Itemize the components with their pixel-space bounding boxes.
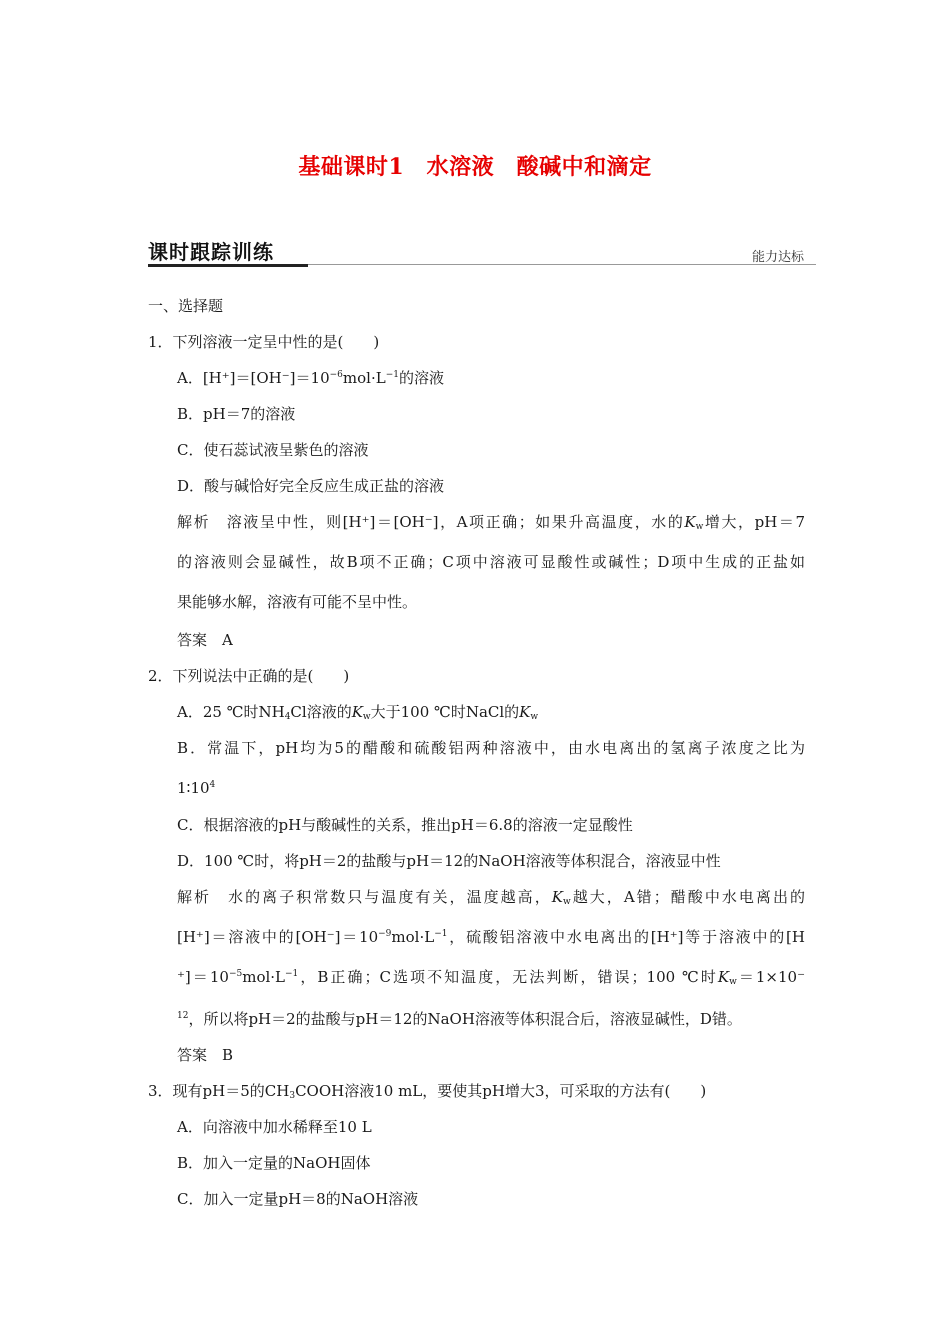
q2-explanation-line-3: $^+]=10^{-5}mol\cdot L^{-1}$，B正确；C选项不知温度，无法判断，错误；100 ℃时$K_w=1\times 10^-$ (177, 968, 805, 987)
q2-stem: 2．下列说法中正确的是( ) (148, 667, 350, 685)
q1-explanation-line-2: 的溶液则会显碱性，故B项不正确；C项中溶液可显酸性或碱性；D项中生成的正盐如 (177, 553, 805, 571)
q1-explanation-line-3: 果能够水解，溶液有可能不呈中性。 (177, 593, 418, 611)
q3-option-a: A．向溶液中加水稀释至10 L (177, 1118, 372, 1136)
section-tag: 能力达标 (751, 250, 804, 265)
section-divider (308, 264, 816, 265)
q3-stem: 3．现有pH＝5的$CH_3COOH$溶液10 mL，要使其pH增大3，可采取的方法有( ) (148, 1082, 707, 1101)
section-title: 课时跟踪训练 (148, 240, 274, 264)
q2-option-a: A．25 ℃时$NH_4Cl$溶液的$K_w$大于100 ℃时NaCl的$K_w$ (177, 703, 539, 722)
section-header (148, 236, 816, 266)
q2-explanation-line-1: 解析 水的离子积常数只与温度有关，温度越高，$K_w$越大，A错；醋酸中水电离出的 (177, 888, 805, 907)
q1-option-b: B．pH＝7的溶液 (177, 405, 296, 423)
q1-explanation-line-1: 解析 溶液呈中性，则[H⁺]＝[OH⁻]，A项正确；如果升高温度，水的$K_w$增大，pH＝7 (177, 513, 805, 532)
q1-option-a: A．$[H^+]=[OH^-]=10^{-6}mol\cdot L^{-1}$的溶液 (177, 369, 444, 387)
q3-option-c: C．加入一定量pH＝8的NaOH溶液 (177, 1190, 419, 1208)
q2-answer: 答案 B (177, 1046, 234, 1064)
q2-option-b-line-2: $1∶10^4$ (177, 779, 216, 797)
q2-option-c: C．根据溶液的pH与酸碱性的关系，推出pH＝6.8的溶液一定显酸性 (177, 816, 633, 834)
q2-explanation-line-2: [H⁺]＝溶液中的$[OH^-]=10^{-9}mol\cdot L^{-1}$，硫酸铝溶液中水电离出的[H⁺]等于溶液中的[H (177, 928, 805, 946)
q2-explanation-line-4: $^{12}$，所以将pH＝2的盐酸与pH＝12的NaOH溶液等体积混合后，溶液显碱性，D错。 (177, 1010, 742, 1028)
section-underline (148, 264, 308, 267)
q3-option-b: B．加入一定量的NaOH固体 (177, 1154, 371, 1172)
q1-option-c: C．使石蕊试液呈紫色的溶液 (177, 441, 369, 459)
q1-option-d: D．酸与碱恰好完全反应生成正盐的溶液 (177, 477, 445, 495)
page-title: 基础课时1 水溶液 酸碱中和滴定 (298, 154, 652, 180)
section-heading: 一、选择题 (148, 297, 224, 315)
q1-answer: 答案 A (177, 631, 233, 649)
q2-option-b-line-1: B．常温下，pH均为5的醋酸和硫酸铝两种溶液中，由水电离出的氢离子浓度之比为 (177, 739, 805, 757)
q1-stem: 1．下列溶液一定呈中性的是( ) (148, 333, 380, 351)
q2-option-d: D．100 ℃时，将pH＝2的盐酸与pH＝12的NaOH溶液等体积混合，溶液显中性 (177, 852, 721, 870)
